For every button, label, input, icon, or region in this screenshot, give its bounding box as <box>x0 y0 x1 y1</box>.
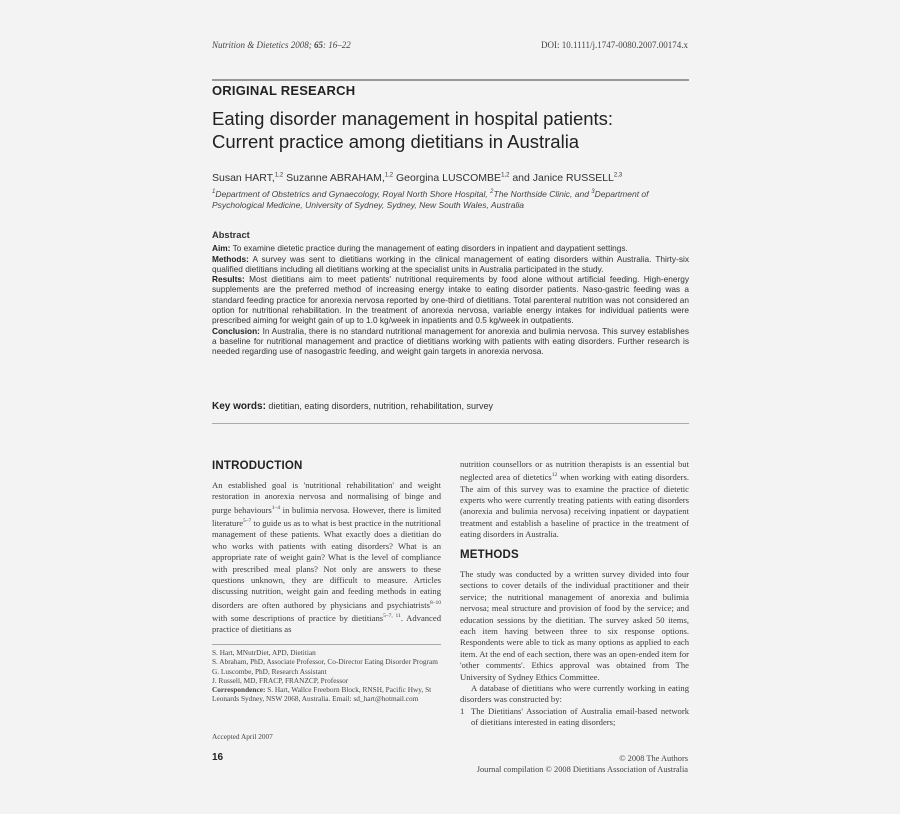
accepted-date: Accepted April 2007 <box>212 732 273 741</box>
page-number: 16 <box>212 752 224 763</box>
abstract-aim: Aim: To examine dietetic practice during the management of eating disorders in inpatient and daypatient settings. <box>212 243 628 254</box>
author-list: Susan HART,$^{1,2}$ Suzanne ABRAHAM,$^{1,2}$ Georgina LUSCOMBE$^{1,2}$ and Janice RUSSELL$^{2,3}$ <box>212 172 623 184</box>
footnote-rule <box>212 644 441 645</box>
introduction-heading: INTRODUCTION <box>212 460 303 472</box>
running-header-doi: DOI: 10.1111/j.1747-0080.2007.00174.x <box>541 40 688 50</box>
correspondence: Correspondence: S. Hart, Wallce Freeborn Block, RNSH, Pacific Hwy, St Leonards Sydney, NSW 2068, Australia. Email: sd_hart@hotmail.com <box>212 685 432 704</box>
header-rule <box>212 79 689 81</box>
methods-heading: METHODS <box>460 549 519 561</box>
abstract-bottom-rule <box>212 423 689 424</box>
author-notes: S. Hart, MNutrDiet, APD, Dietitian S. Abraham, PhD, Associate Professor, Co-Director Eating Disorder Program G. Luscombe, PhD, Research Assistant J. Russell, MD, FRACP, FRANZCP, Professor Correspondence: S. Hart, Wallce Freeborn Block, RNSH, Pacific Hwy, St Leonards Sydney, NSW 2068, Australia. Email: sd_hart@hotmail.com <box>212 648 441 704</box>
abstract <box>212 230 689 357</box>
keywords: Key words: dietitian, eating disorders, nutrition, rehabilitation, survey <box>212 401 494 412</box>
affiliations: $^1$Department of Obstetrics and Gynaecology, Royal North Shore Hospital, $^2$The Northside Clinic, and $^3$Department of Psychological Medicine, University of Sydney, Sydney, New South Wales, Australia <box>212 188 649 210</box>
list-item: 1 The Dietitians' Association of Australia email-based network of dietitians interested in eating disorders; <box>460 705 689 728</box>
introduction-text: An established goal is 'nutritional rehabilitation' and weight restoration in anorexia nervosa and normalising of binge and purge behaviours$^{1-4}$ in bulimia nervosa. However, there is limited literature$^{5-7}$ to guide us as to what is best practice in the nutritional management of these patients. What exactly does a dietitian do who works with patients with eating disorders? What is an appropriate rate of weight gain? What is the level of compliance with prescribed meal plans? Not only are answers to these questions unknown, they are difficult to measure. Articles discussing nutrition, weight gain and feeding methods in eating disorders are often authored by physicians and psychiatrists$^{8-10}$ with some descriptions of practice by dietitians$^{5-7, 11}$. Advanced practice of dietitians as <box>212 480 441 635</box>
abstract-heading: Abstract <box>212 230 250 240</box>
introduction-text-continued: nutrition counsellors or as nutrition therapists is an essential but neglected area of dietetics$^{12}$ when working with eating disorders. The aim of this survey was to examine the practice of dietetic experts who were currently treating patients with eating disorders (anorexia and bulimia nervosa) receiving inpatient or daypatient treatment and establish a baseline of practice in the treatment of eating disorders in Australia. <box>460 459 690 540</box>
abstract-conclusion: Conclusion: In Australia, there is no standard nutritional management for anorexia and bulimia nervosa. This survey establishes a baseline for nutritional management and practice of dietitians working with patients with eating disorders. Further research is needed regarding use of nasogastric feeding, and weight gain targets in anorexia nervosa. <box>212 325 689 357</box>
volume-number: 65 <box>314 40 323 50</box>
abstract-methods: Methods: A survey was sent to dietitians working in the clinical management of eating disorders within Australia. Thirty-six qualified dietitians including all dietitians working at the specialist units in Australia participated in the study. <box>212 253 689 274</box>
copyright-notice: © 2008 The Authors Journal compilation © 2008 Dietitians Association of Australia <box>476 754 688 774</box>
article-title: Eating disorder management in hospital patients: Current practice among dietitians in Australia <box>212 108 614 152</box>
methods-text: The study was conducted by a written survey divided into four sections to cover details of the individual practitioner and their service; the nutritional management of anorexia and bulimia nervosa; meal structure and provision of food by the service; and education sessions by the dietitian. The survey asked 50 items, each item having between three to six response options. Respondents were able to tick as many options as applied to each item. At the end of each section, there was an open-ended item for 'other comments'. Ethics approval was obtained from The University of Sydney Ethics Committee. A database of dietitians who were currently working in eating disorders was constructed by: 1 The Dietitians' Association of Australia email-based network of dietitians interested in eating disorders; <box>460 569 689 728</box>
article-type: ORIGINAL RESEARCH <box>212 83 356 98</box>
abstract-results: Results: Most dietitians aim to meet patients' nutritional requirements by food alone without artificial feeding. High-energy supplements are the preferred method of increasing energy intake to eating disorder patients. Naso-gastric feeding was a standard feeding practice for anorexia nervosa reported by one-third of dietitians. Total parenteral nutrition was not considered an option for nutritional rehabilitation. In the treatment of anorexia nervosa, variable energy intakes for individual patients were prescribed aiming for weight gain of up to 1.0 kg/week in inpatients and 0.5 kg/week in outpatients. <box>212 274 689 326</box>
running-header-citation: Nutrition & Dietetics 2008; 65: 16–22 <box>212 40 351 50</box>
